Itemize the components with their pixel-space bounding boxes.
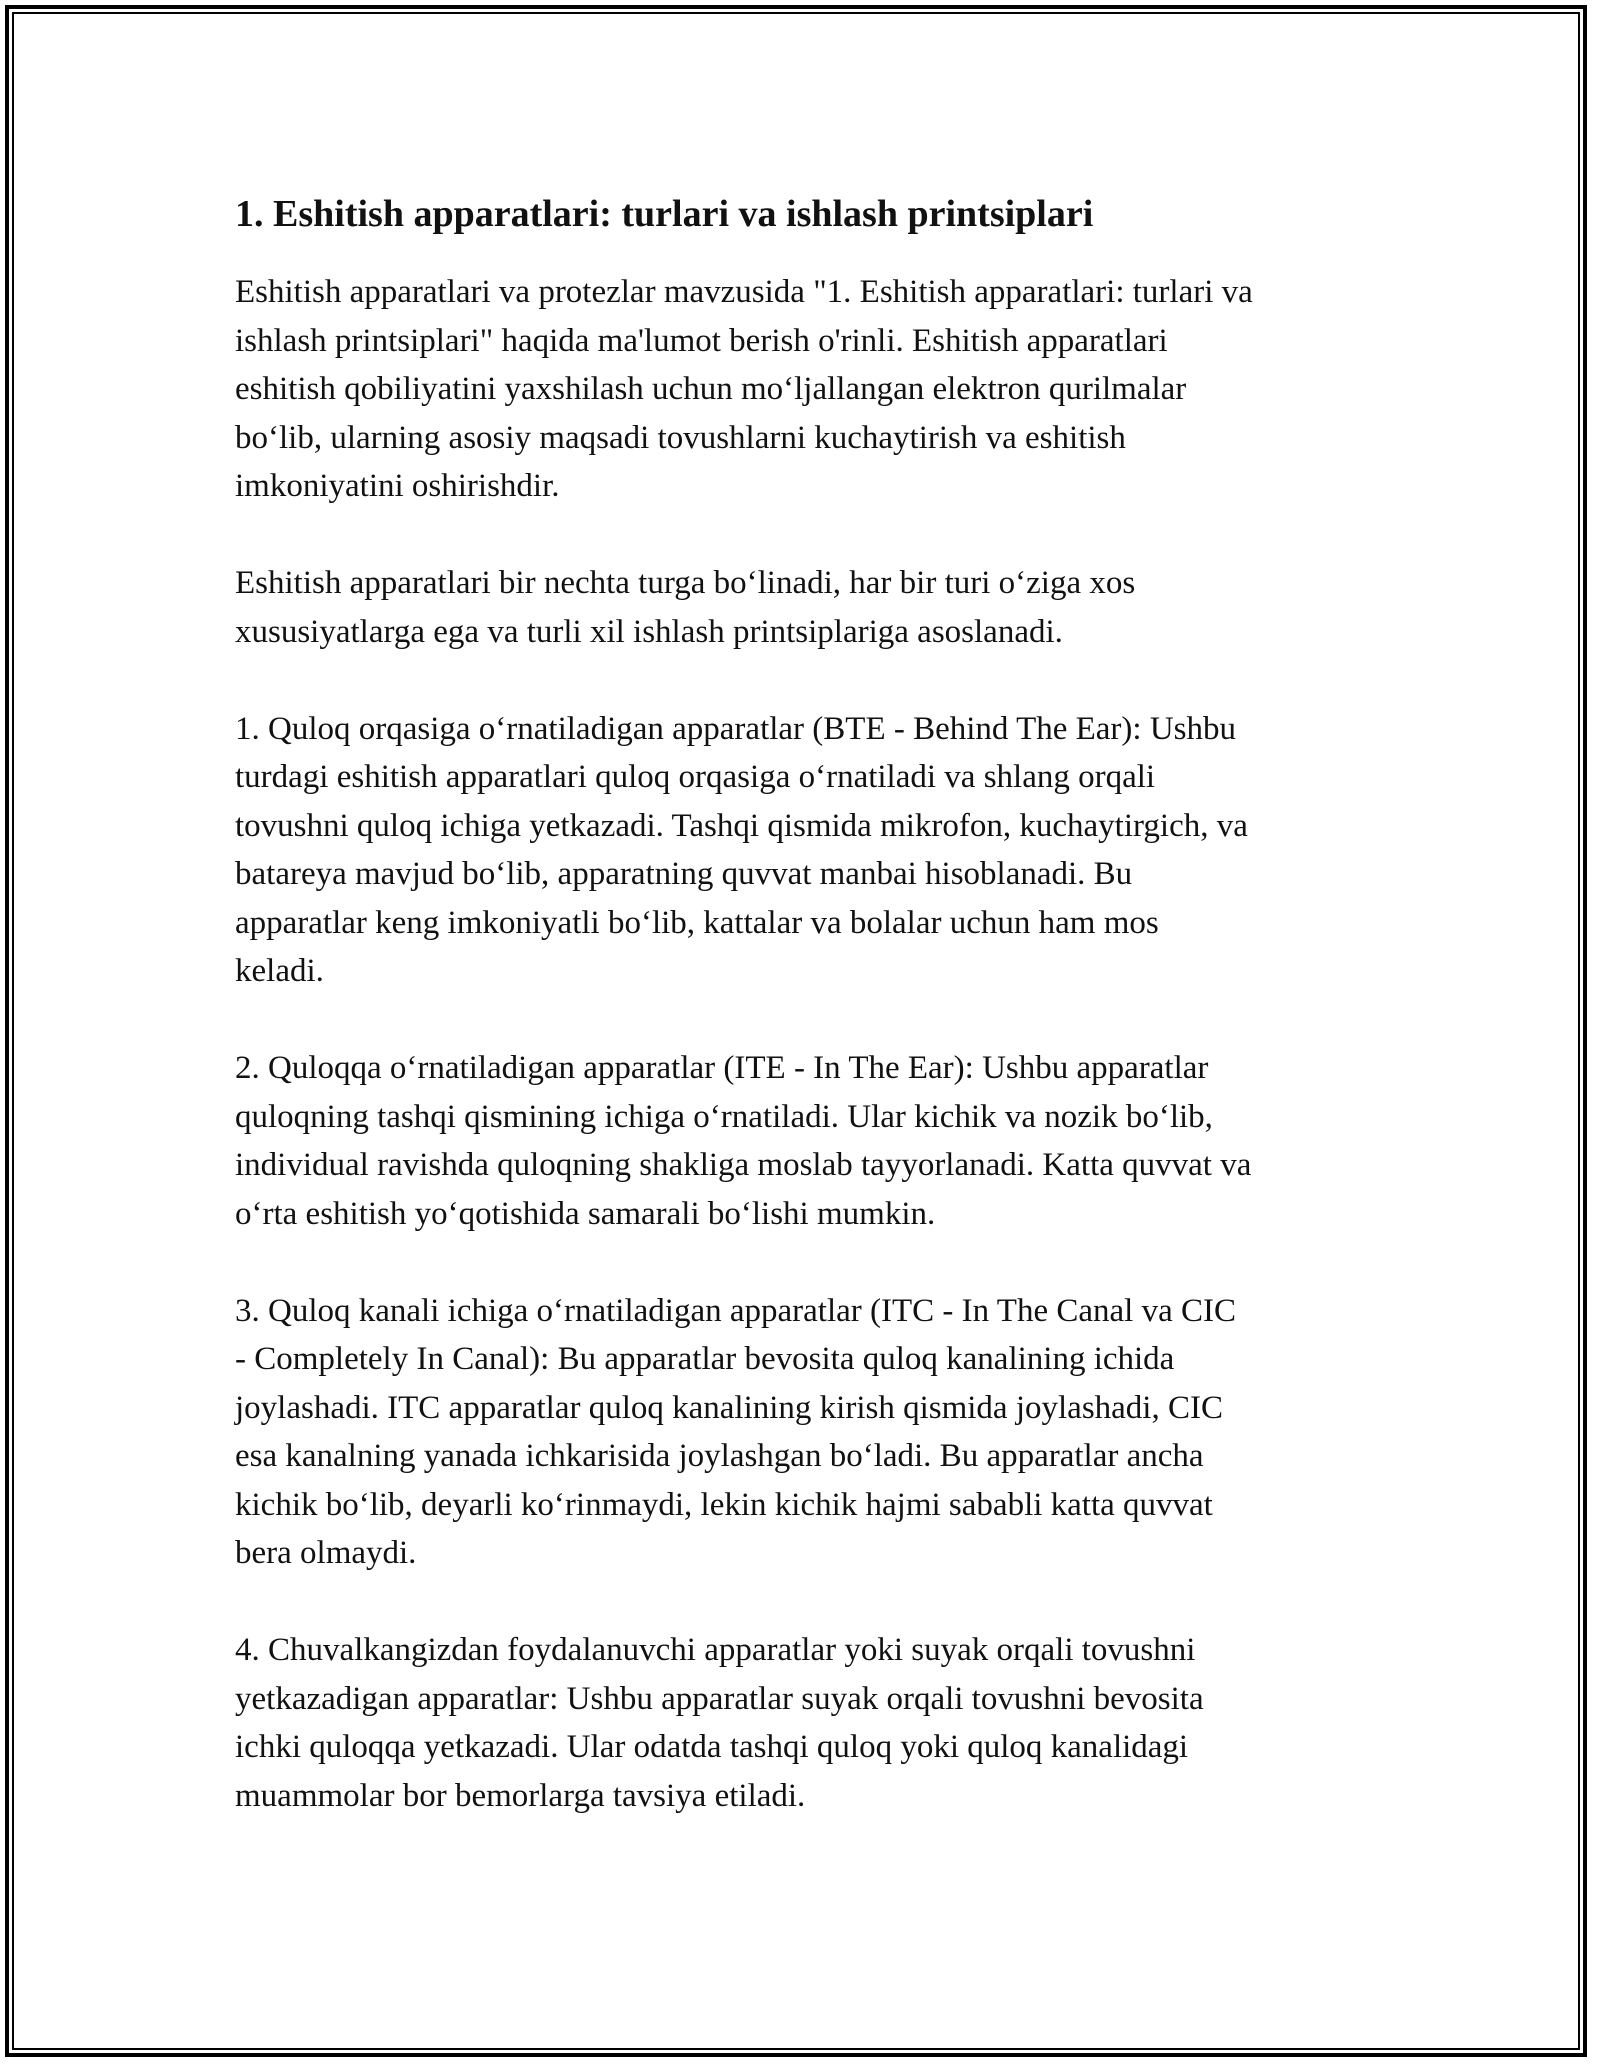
paragraph-types-overview: Eshitish apparatlari bir nechta turga boʻlinadi, har bir turi oʻziga xos xususiyatlarga ega va turli xil ishlash printsiplariga asoslanadi. bbox=[235, 565, 1136, 650]
paragraph-bte: 1. Quloq orqasiga oʻrnatiladigan apparatlar (BTE - Behind The Ear): Ushbu turdagi eshitish apparatlari quloq orqasiga oʻrnatiladi va shlang orqali tovushni quloq ichiga yetkazadi. Tashqi qismida mikrofon, kuchaytirgich, va batareya mavjud boʻlib, apparatning quvvat manbai hisoblanadi. Bu apparatlar keng imkoniyatli boʻlib, kattalar va bolalar uchun ham mos keladi. bbox=[235, 710, 1248, 989]
paragraph-ite: 2. Quloqqa oʻrnatiladigan apparatlar (ITE - In The Ear): Ushbu apparatlar quloqning tashqi qismining ichiga oʻrnatiladi. Ular kichik va nozik boʻlib, individual ravishda quloqning shakliga moslab tayyorlanadi. Katta quvvat va oʻrta eshitish yoʻqotishida samarali boʻlishi mumkin. bbox=[235, 1050, 1252, 1232]
document-title: 1. Eshitish apparatlari: turlari va ishlash printsiplari bbox=[235, 193, 1094, 235]
document-body bbox=[235, 190, 1375, 1869]
paragraph-bone-conduction: 4. Chuvalkangizdan foydalanuvchi apparatlar yoki suyak orqali tovushni yetkazadigan apparatlar: Ushbu apparatlar suyak orqali tovushni bevosita ichki quloqqa yetkazadi. Ular odatda tashqi quloq yoki quloq kanalidagi muammolar bor bemorlarga tavsiya etiladi. bbox=[235, 1632, 1204, 1814]
paragraph-itc-cic: 3. Quloq kanali ichiga oʻrnatiladigan apparatlar (ITC - In The Canal va CIC - Completely In Canal): Bu apparatlar bevosita quloq kanalining ichida joylashadi. ITC apparatlar quloq kanalining kirish qismida joylashadi, CIC esa kanalning yanada ichkarisida joylashgan boʻladi. Bu apparatlar ancha kichik boʻlib, deyarli koʻrinmaydi, lekin kichik hajmi sababli katta quvvat bera olmaydi. bbox=[235, 1292, 1236, 1571]
paragraph-intro: Eshitish apparatlari va protezlar mavzusida "1. Eshitish apparatlari: turlari va ishlash printsiplari" haqida ma'lumot berish o'rinli. Eshitish apparatlari eshitish qobiliyatini yaxshilash uchun moʻljallangan elektron qurilmalar boʻlib, ularning asosiy maqsadi tovushlarni kuchaytirish va eshitish imkoniyatini oshirishdir. bbox=[235, 274, 1253, 504]
